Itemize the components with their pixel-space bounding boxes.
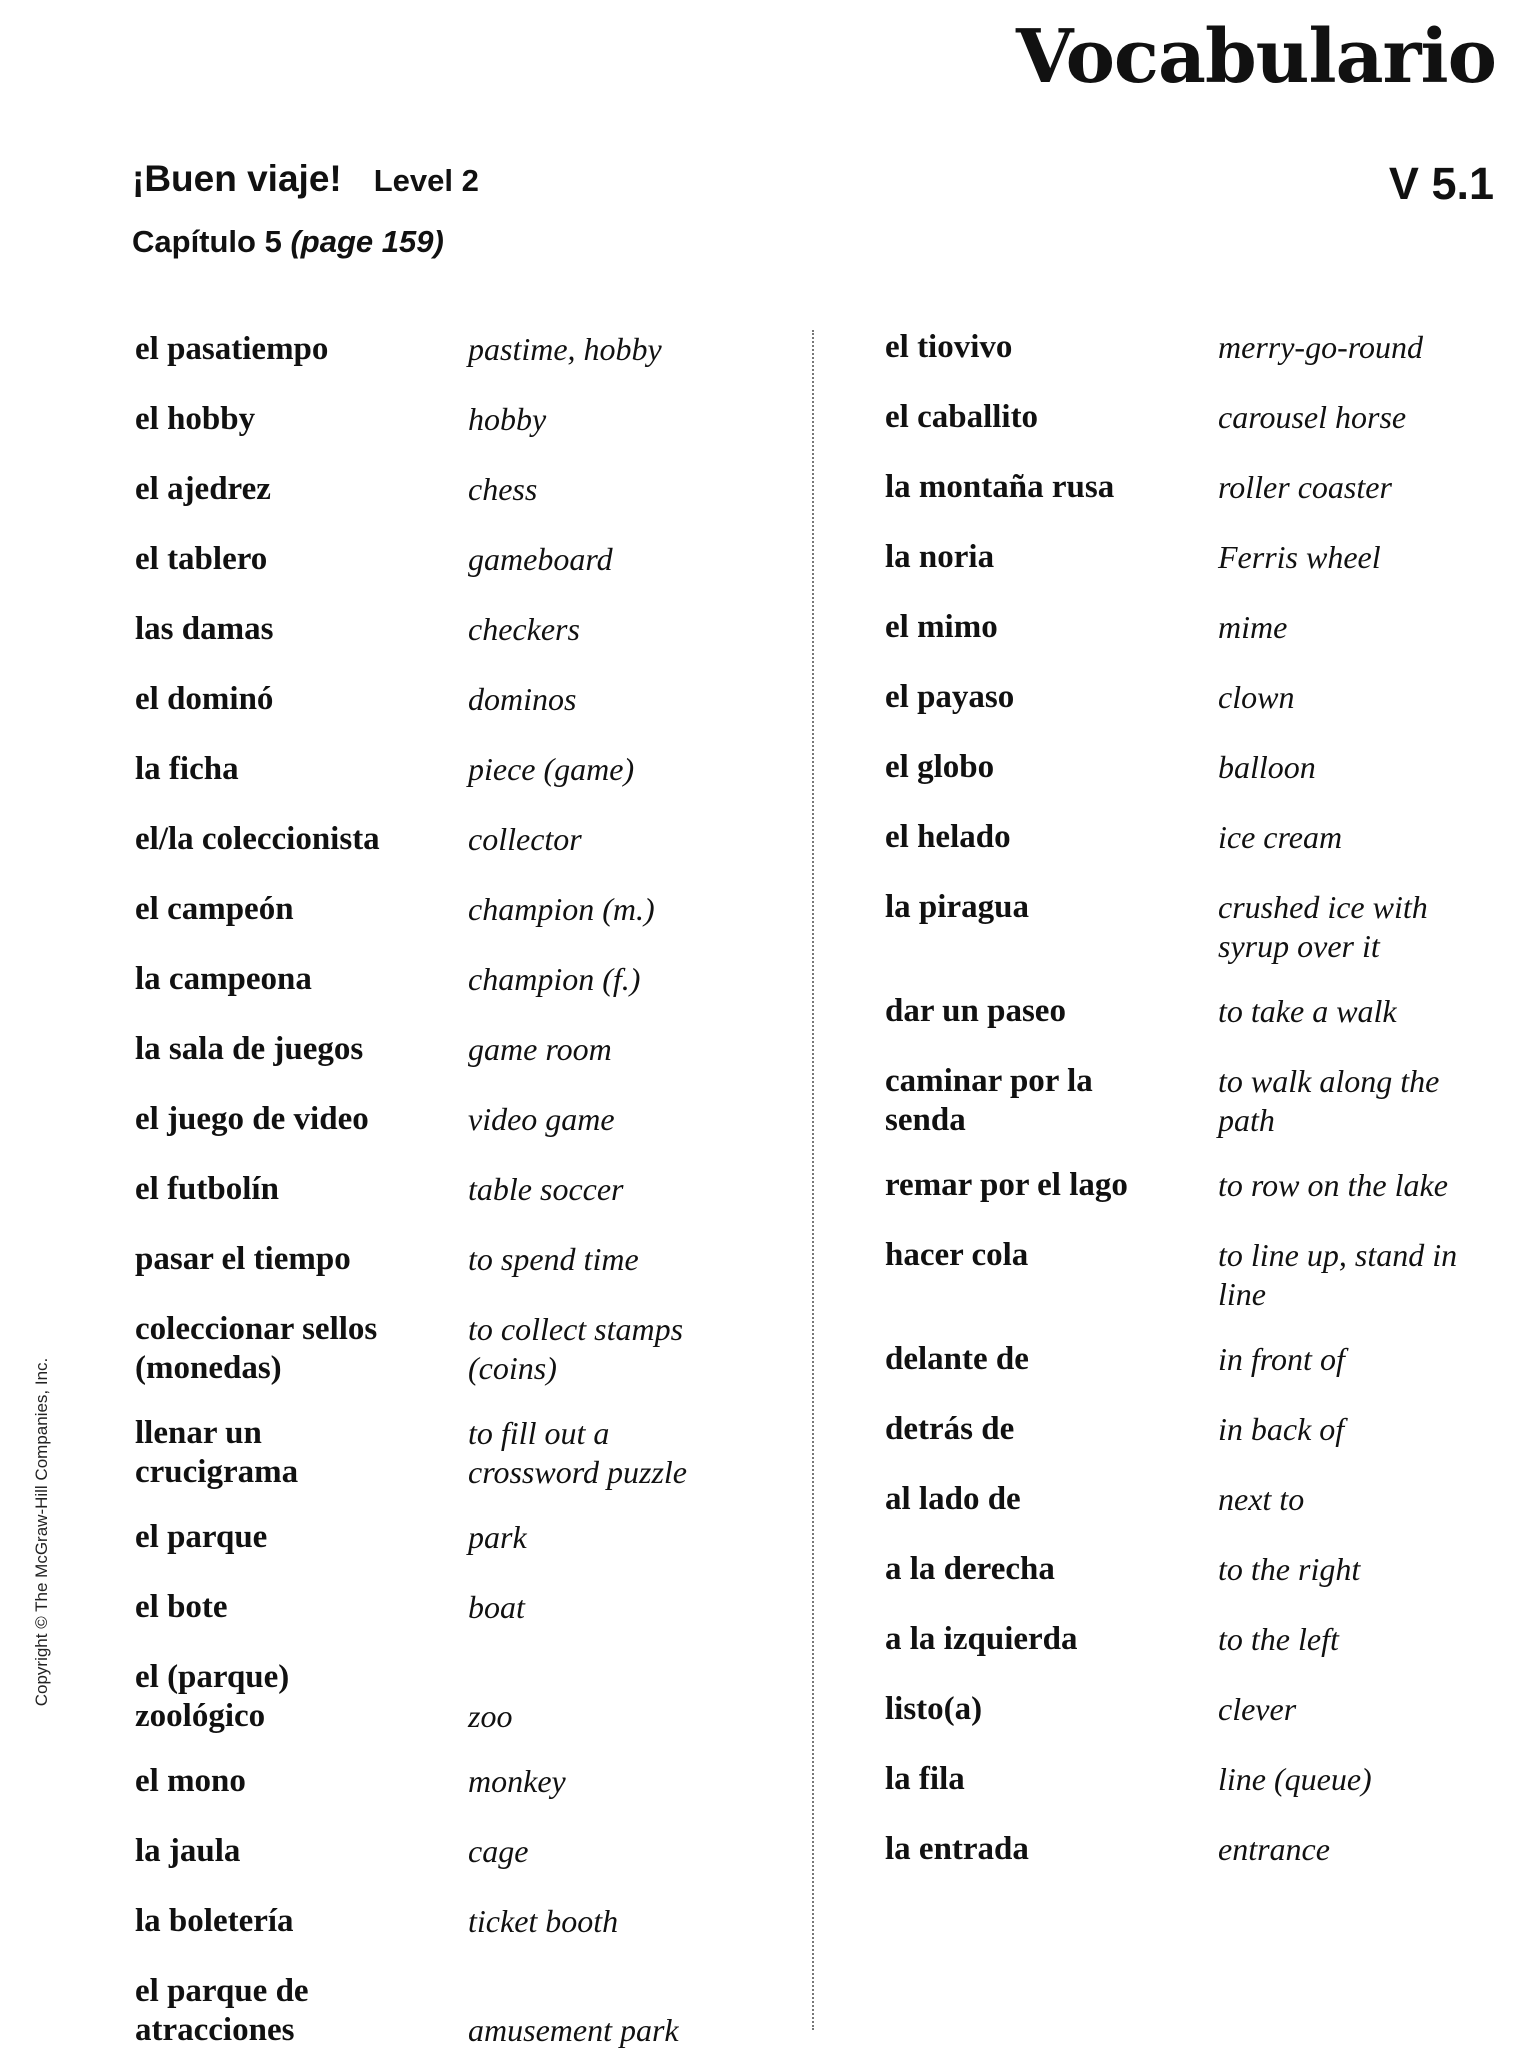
chapter-line <box>132 224 444 260</box>
spanish-term: coleccionar sellos (monedas) <box>135 1311 378 1386</box>
spanish-term: las damas <box>135 611 274 647</box>
english-gloss: to walk along the path <box>1218 1063 1440 1138</box>
english-gloss: collector <box>468 821 582 857</box>
english-gloss: cage <box>468 1833 529 1869</box>
english-gloss: hobby <box>468 401 547 437</box>
spanish-term: el mono <box>135 1763 246 1799</box>
english-gloss: clever <box>1218 1691 1297 1727</box>
spanish-term: la boletería <box>135 1903 294 1939</box>
english-gloss: video game <box>468 1101 615 1137</box>
spanish-term: pasar el tiempo <box>135 1241 351 1277</box>
spanish-term: el (parque) zoológico <box>135 1659 290 1734</box>
english-gloss: gameboard <box>468 541 613 577</box>
english-gloss: table soccer <box>468 1171 624 1207</box>
spanish-term: la entrada <box>885 1831 1029 1867</box>
english-gloss: mime <box>1218 609 1288 645</box>
spanish-term: el/la coleccionista <box>135 821 380 857</box>
spanish-term: la jaula <box>135 1833 241 1869</box>
english-gloss: zoo <box>468 1698 513 1734</box>
english-gloss: checkers <box>468 611 580 647</box>
english-gloss: to the right <box>1218 1551 1361 1587</box>
english-gloss: champion (f.) <box>468 961 641 997</box>
english-gloss: to row on the lake <box>1218 1167 1448 1203</box>
english-gloss: entrance <box>1218 1831 1330 1867</box>
copyright-notice: Copyright © The McGraw-Hill Companies, Inc. <box>32 1357 51 1707</box>
spanish-term: el mimo <box>885 609 998 645</box>
book-title-line <box>132 158 479 200</box>
spanish-term: el ajedrez <box>135 471 271 507</box>
spanish-term: el parque <box>135 1519 268 1555</box>
spanish-term: el parque de atracciones <box>135 1973 309 2048</box>
english-gloss: clown <box>1218 679 1295 715</box>
level-label: Level 2 <box>373 163 479 198</box>
spanish-term: el caballito <box>885 399 1039 435</box>
english-gloss: carousel horse <box>1218 399 1407 435</box>
english-gloss: merry-go-round <box>1218 329 1423 365</box>
english-gloss: game room <box>468 1031 612 1067</box>
english-gloss: ticket booth <box>468 1903 619 1939</box>
spanish-term: el tablero <box>135 541 268 577</box>
english-gloss: monkey <box>468 1763 566 1799</box>
english-gloss: Ferris wheel <box>1218 539 1381 575</box>
english-gloss: to line up, stand in line <box>1218 1237 1458 1312</box>
spanish-term: la montaña rusa <box>885 469 1115 505</box>
spanish-term: la piragua <box>885 889 1029 925</box>
spanish-term: el campeón <box>135 891 294 927</box>
chapter-label: Capítulo 5 <box>132 224 282 259</box>
spanish-term: el futbolín <box>135 1171 279 1207</box>
spanish-term: el dominó <box>135 681 274 717</box>
spanish-term: caminar por la senda <box>885 1063 1093 1138</box>
book-title: ¡Buen viaje! <box>132 158 342 199</box>
spanish-term: el pasatiempo <box>135 331 329 367</box>
spanish-term: el hobby <box>135 401 256 437</box>
spanish-term: la noria <box>885 539 995 575</box>
english-gloss: balloon <box>1218 749 1316 785</box>
english-gloss: in back of <box>1218 1411 1345 1447</box>
spanish-term: la fila <box>885 1761 965 1797</box>
spanish-term: remar por el lago <box>885 1167 1128 1203</box>
spanish-term: llenar un crucigrama <box>135 1415 299 1490</box>
english-gloss: chess <box>468 471 538 507</box>
spanish-term: el payaso <box>885 679 1015 715</box>
english-gloss: dominos <box>468 681 577 717</box>
english-gloss: crushed ice with syrup over it <box>1218 889 1428 964</box>
spanish-term: la campeona <box>135 961 312 997</box>
spanish-term: listo(a) <box>885 1691 983 1727</box>
spanish-term: a la izquierda <box>885 1621 1078 1657</box>
english-gloss: next to <box>1218 1481 1305 1517</box>
english-gloss: line (queue) <box>1218 1761 1372 1797</box>
spanish-term: detrás de <box>885 1411 1015 1447</box>
spanish-term: la ficha <box>135 751 239 787</box>
english-gloss: to fill out a crossword puzzle <box>468 1415 687 1490</box>
spanish-term: el tiovivo <box>885 329 1013 365</box>
english-gloss: piece (game) <box>468 751 635 787</box>
spanish-term: el juego de video <box>135 1101 369 1137</box>
spanish-term: a la derecha <box>885 1551 1055 1587</box>
spanish-term: al lado de <box>885 1481 1021 1517</box>
spanish-term: dar un paseo <box>885 993 1066 1029</box>
spanish-term: el helado <box>885 819 1011 855</box>
english-gloss: in front of <box>1218 1341 1345 1377</box>
english-gloss: pastime, hobby <box>468 331 662 367</box>
english-gloss: to collect stamps (coins) <box>468 1311 684 1386</box>
english-gloss: to take a walk <box>1218 993 1397 1029</box>
spanish-term: hacer cola <box>885 1237 1029 1273</box>
page-reference: (page 159) <box>290 224 444 259</box>
spanish-term: el bote <box>135 1589 228 1625</box>
spanish-term: delante de <box>885 1341 1029 1377</box>
worksheet-code: V 5.1 <box>1388 158 1494 209</box>
english-gloss: to spend time <box>468 1241 639 1277</box>
english-gloss: amusement park <box>468 2012 679 2048</box>
spanish-term: el globo <box>885 749 995 785</box>
english-gloss: park <box>468 1519 527 1555</box>
column-divider <box>812 330 814 2030</box>
page-title: Vocabulario <box>1015 14 1496 100</box>
english-gloss: champion (m.) <box>468 891 655 927</box>
english-gloss: boat <box>468 1589 525 1625</box>
spanish-term: la sala de juegos <box>135 1031 364 1067</box>
english-gloss: roller coaster <box>1218 469 1392 505</box>
english-gloss: ice cream <box>1218 819 1343 855</box>
english-gloss: to the left <box>1218 1621 1339 1657</box>
